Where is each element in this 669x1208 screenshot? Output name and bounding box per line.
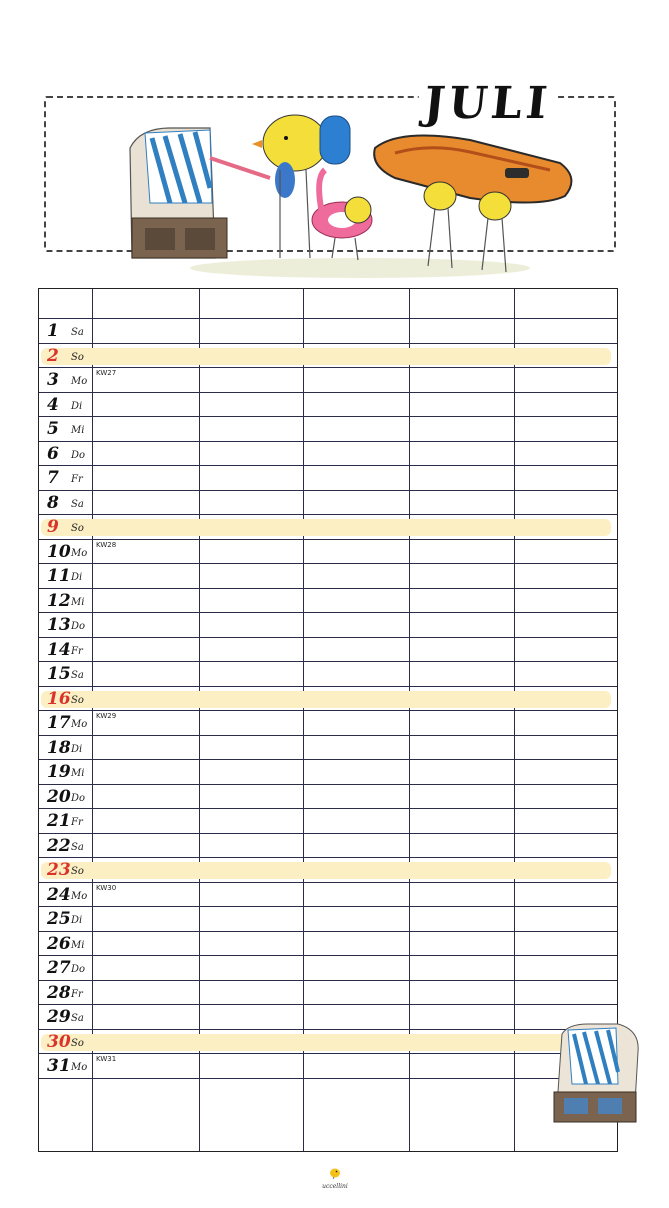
day-row[interactable] [39, 687, 617, 712]
weekday-abbr: So [71, 351, 84, 363]
day-number: 30 [47, 1031, 71, 1052]
day-row[interactable] [39, 1005, 617, 1030]
day-label-cell [39, 858, 93, 882]
day-number: 25 [47, 909, 71, 929]
day-label-cell [39, 613, 93, 637]
day-row[interactable] [39, 785, 617, 810]
day-label-cell [39, 662, 93, 686]
weekday-abbr: Fr [71, 645, 83, 657]
day-label-cell [39, 466, 93, 490]
day-number: 15 [47, 664, 71, 684]
weekday-abbr: Fr [71, 988, 83, 1000]
day-label-cell [39, 785, 93, 809]
day-row[interactable] [39, 883, 617, 908]
day-number: 24 [47, 884, 71, 905]
weekday-abbr: Di [71, 743, 83, 755]
day-row[interactable] [39, 711, 617, 736]
day-label-cell [39, 515, 93, 539]
day-number: 10 [47, 541, 71, 562]
weekday-abbr: So [71, 866, 84, 877]
weekday-abbr: Do [71, 621, 86, 632]
weekday-abbr: Mo [71, 376, 88, 387]
day-label-cell [39, 883, 93, 907]
day-label-cell [39, 956, 93, 980]
day-row[interactable] [39, 564, 617, 589]
header-row [39, 289, 617, 319]
day-number: 12 [47, 590, 71, 611]
day-number: 17 [47, 713, 71, 733]
day-row[interactable] [39, 540, 617, 565]
rubber-boat-illustration [374, 136, 571, 273]
calendar-grid [38, 288, 618, 1152]
day-row[interactable] [39, 344, 617, 369]
weekday-abbr: Di [71, 572, 83, 583]
day-label-cell [39, 417, 93, 441]
day-label-cell [39, 711, 93, 735]
weekday-abbr: Mo [71, 547, 88, 559]
summer-illustration [110, 108, 590, 283]
month-title: JULI [415, 78, 559, 129]
weekday-abbr: Sa [71, 841, 84, 853]
day-row[interactable] [39, 368, 617, 393]
weekday-abbr: Mi [71, 939, 85, 951]
weekday-abbr: Di [71, 400, 83, 412]
day-number: 31 [47, 1056, 71, 1076]
day-number: 8 [47, 492, 59, 513]
beach-chair-illustration [130, 128, 227, 258]
day-row[interactable] [39, 393, 617, 418]
sunday-highlight [41, 345, 611, 366]
day-row[interactable] [39, 589, 617, 614]
day-row[interactable] [39, 442, 617, 467]
weekday-abbr: Mo [71, 1062, 88, 1073]
day-number: 14 [47, 639, 71, 660]
day-number: 19 [47, 762, 71, 782]
weekday-abbr: Sa [71, 327, 84, 338]
sunday-highlight [41, 862, 611, 879]
day-label-cell [39, 981, 93, 1005]
day-label-cell [39, 1005, 93, 1029]
day-number: 2 [47, 345, 59, 366]
day-number: 6 [47, 443, 59, 464]
day-number: 11 [47, 566, 71, 586]
day-label-cell [39, 1054, 93, 1078]
day-label-cell [39, 760, 93, 784]
day-label-cell [39, 491, 93, 515]
day-number: 27 [47, 958, 71, 978]
weekday-abbr: Do [71, 792, 86, 804]
weekday-abbr: Di [71, 915, 83, 926]
day-row[interactable] [39, 613, 617, 638]
day-number: 29 [47, 1007, 71, 1027]
day-row[interactable] [39, 515, 617, 540]
day-label-cell [39, 809, 93, 833]
day-number: 3 [47, 370, 59, 390]
calendar-week-label: KW27 [96, 369, 117, 377]
day-number: 23 [47, 860, 71, 880]
day-row[interactable] [39, 319, 617, 344]
weekday-abbr: Mo [71, 719, 88, 730]
weekday-abbr: Fr [71, 474, 83, 485]
sunday-highlight [41, 519, 611, 536]
weekday-abbr: So [71, 523, 84, 534]
day-row[interactable] [39, 1030, 617, 1055]
day-number: 4 [47, 394, 59, 415]
bird-logo-icon [328, 1167, 342, 1179]
day-number: 1 [47, 321, 59, 341]
day-row[interactable] [39, 638, 617, 663]
day-number: 21 [47, 811, 71, 831]
day-number: 20 [47, 786, 71, 807]
day-number: 5 [47, 419, 59, 439]
day-label-cell [39, 589, 93, 613]
day-label-cell [39, 344, 93, 368]
calendar-week-label: KW30 [96, 883, 117, 892]
weekday-abbr: Mi [71, 425, 85, 436]
flamingo-float-illustration [312, 170, 372, 260]
day-row[interactable] [39, 760, 617, 785]
day-label-cell [39, 393, 93, 417]
weekday-abbr: Sa [71, 670, 84, 681]
weekday-abbr: Mo [71, 890, 88, 902]
sunday-highlight [41, 1031, 611, 1052]
day-label-cell [39, 368, 93, 392]
weekday-abbr: So [71, 694, 84, 706]
day-number: 9 [47, 517, 59, 537]
day-number: 22 [47, 835, 71, 856]
day-number: 16 [47, 688, 71, 709]
day-row[interactable] [39, 858, 617, 883]
day-row[interactable] [39, 932, 617, 957]
day-label-cell [39, 687, 93, 711]
weekday-abbr: Do [71, 964, 86, 975]
day-label-cell [39, 540, 93, 564]
day-label-cell [39, 907, 93, 931]
calendar-week-label: KW29 [96, 712, 117, 720]
day-label-cell [39, 442, 93, 466]
weekday-abbr: Mi [71, 768, 85, 779]
weekday-abbr: Mi [71, 596, 85, 608]
day-row[interactable] [39, 466, 617, 491]
day-row[interactable] [39, 956, 617, 981]
weekday-abbr: Fr [71, 817, 83, 828]
day-label-cell [39, 834, 93, 858]
day-number: 7 [47, 468, 59, 488]
day-label-cell [39, 1030, 93, 1054]
day-number: 13 [47, 615, 71, 635]
weekday-abbr: So [71, 1037, 84, 1049]
sunday-highlight [41, 688, 611, 709]
weekday-abbr: Do [71, 449, 86, 461]
corner-beach-chair-illustration [548, 1022, 644, 1130]
day-number: 26 [47, 933, 71, 954]
brand-logo [312, 1164, 358, 1190]
calendar-week-label: KW28 [96, 540, 117, 549]
day-label-cell [39, 736, 93, 760]
day-number: 18 [47, 737, 71, 758]
day-row[interactable] [39, 417, 617, 442]
day-label-cell [39, 932, 93, 956]
day-row[interactable] [39, 736, 617, 761]
day-row[interactable] [39, 491, 617, 516]
calendar-week-label: KW31 [96, 1055, 117, 1063]
day-row[interactable] [39, 1054, 617, 1079]
day-label-cell [39, 564, 93, 588]
weekday-abbr: Sa [71, 498, 84, 510]
day-row[interactable] [39, 809, 617, 834]
day-row[interactable] [39, 981, 617, 1006]
day-number: 28 [47, 982, 71, 1003]
day-label-cell [39, 319, 93, 343]
day-row[interactable] [39, 907, 617, 932]
day-row[interactable] [39, 834, 617, 859]
weekday-abbr: Sa [71, 1013, 84, 1024]
day-row[interactable] [39, 662, 617, 687]
day-label-cell [39, 638, 93, 662]
logo-text: uccellini [322, 1183, 348, 1190]
